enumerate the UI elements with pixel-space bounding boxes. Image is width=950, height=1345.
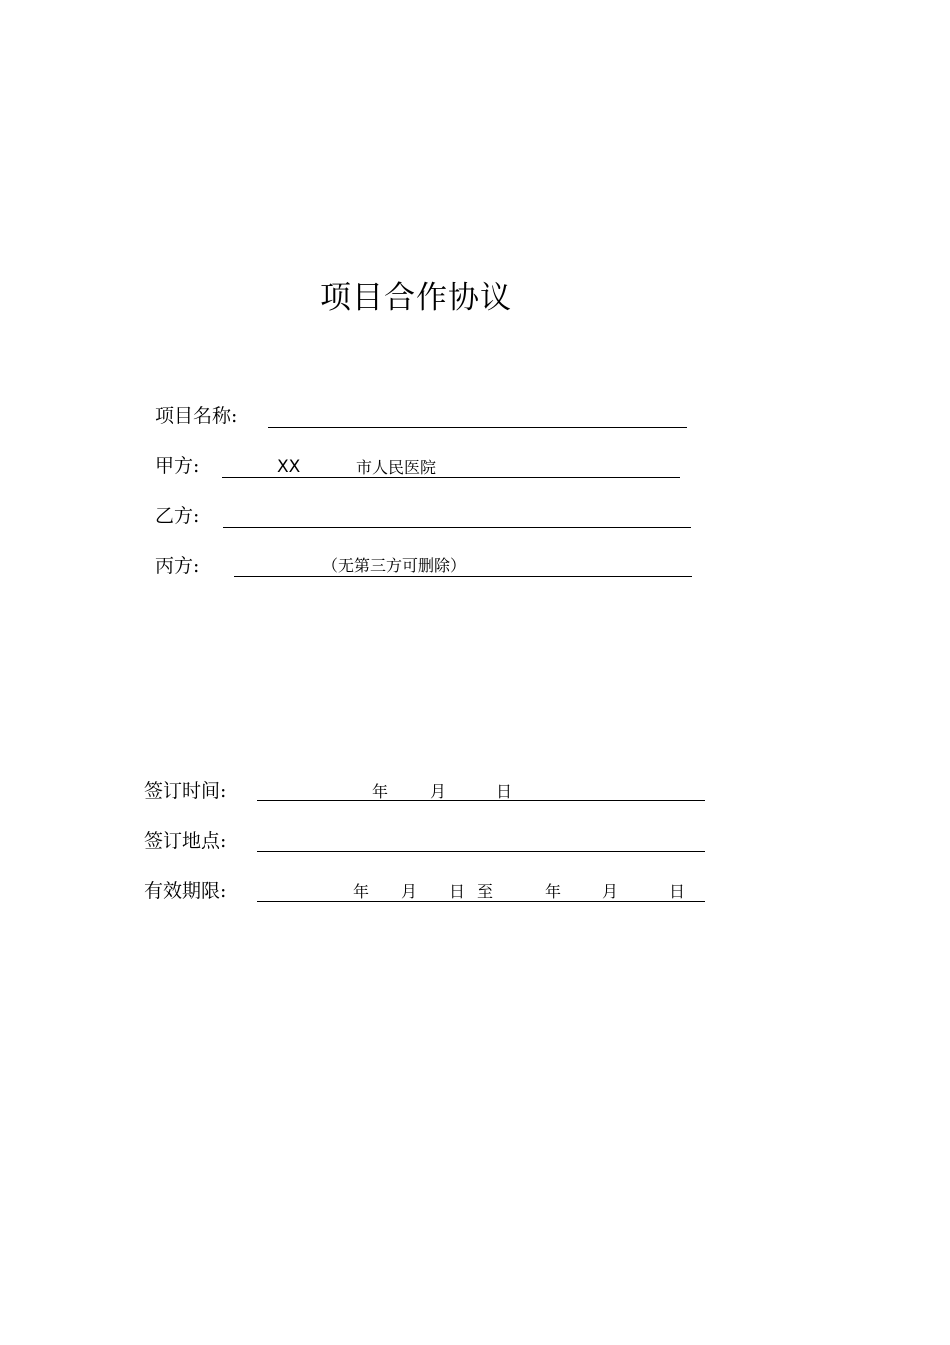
party-a-value: 市人民医院 [356,458,437,477]
party-c-note: （无第三方可删除） [322,556,467,575]
party-c-field [234,576,692,577]
party-b-label: 乙方: [155,505,200,527]
signing-place-label: 签订地点: [144,830,227,852]
validity-label: 有效期限: [144,880,227,902]
validity-to-month: 月 [602,882,619,901]
signing-date-field [257,800,705,801]
party-a-label: 甲方: [155,455,200,477]
party-c-label: 丙方: [155,555,200,577]
signing-date-year: 年 [372,782,389,801]
project-name-label: 项目名称: [155,405,238,427]
project-name-field [268,427,687,428]
validity-to-separator: 至 [477,882,494,901]
validity-from-year: 年 [353,882,370,901]
party-a-prefix: XX [277,457,301,477]
validity-from-day: 日 [449,882,466,901]
validity-field [257,901,705,902]
signing-date-day: 日 [496,782,513,801]
validity-to-year: 年 [545,882,562,901]
document-title: 项目合作协议 [320,280,512,316]
party-a-field [222,477,680,478]
signing-date-month: 月 [430,782,447,801]
signing-place-field [257,851,705,852]
validity-to-day: 日 [669,882,686,901]
signing-date-label: 签订时间: [144,780,227,802]
party-b-field [223,527,691,528]
validity-from-month: 月 [401,882,418,901]
